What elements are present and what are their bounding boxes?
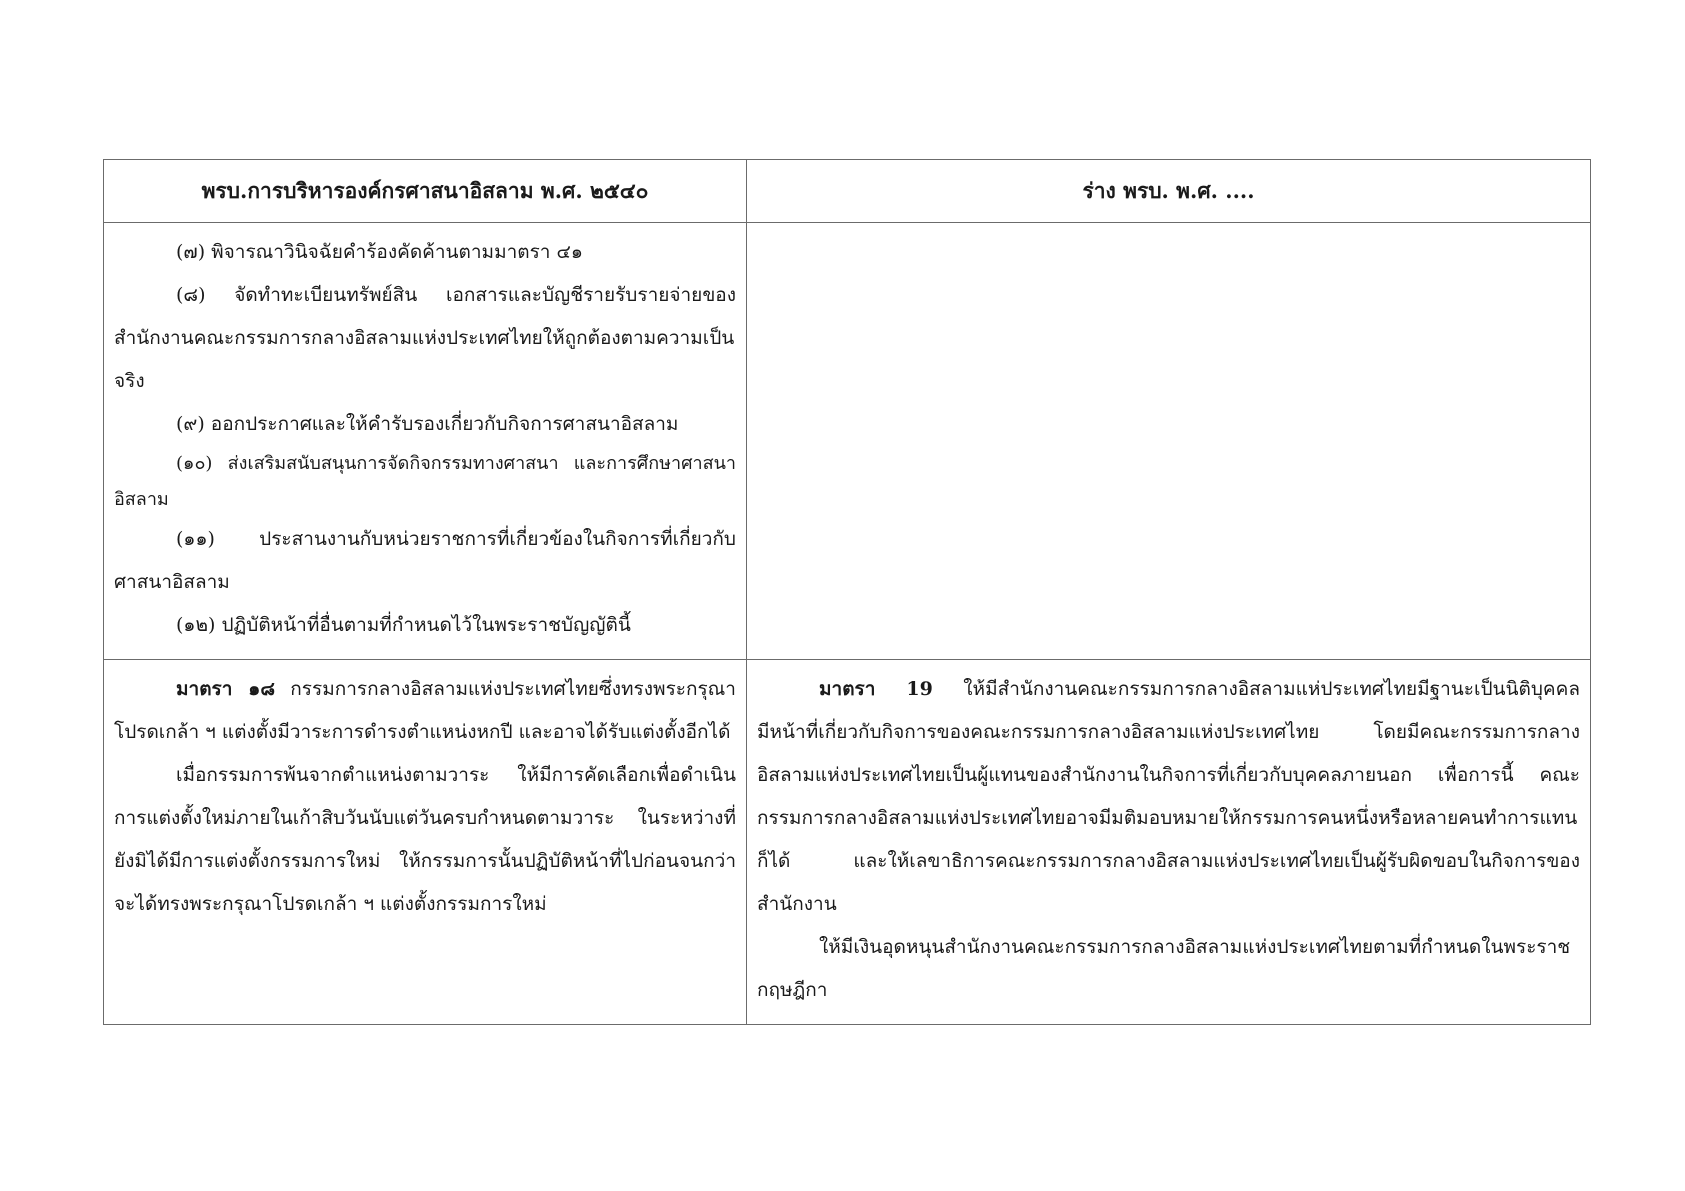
cell-current-act-duties xyxy=(104,223,747,660)
duty-item-9: (๙) ออกประกาศและให้คำรับรองเกี่ยวกับกิจการศาสนาอิสลาม xyxy=(176,413,679,435)
table-header-row xyxy=(104,160,1591,223)
section-18-text: กรรมการกลางอิสลามแห่งประเทศไทยซึ่งทรงพระกรุณาโปรดเกล้า ฯ แต่งตั้งมีวาระการดำรงตำแหน่งหกปี และอาจได้รับแต่งตั้งอีกได้ xyxy=(114,678,736,743)
document-page xyxy=(103,159,1590,1025)
duty-item-7: (๗) พิจารณาวินิจฉัยคำร้องคัดค้านตามมาตรา ๔๑ xyxy=(176,241,583,263)
duty-item-8: (๘) จัดทำทะเบียนทรัพย์สิน เอกสารและบัญชีรายรับรายจ่ายของสำนักงานคณะกรรมการกลางอิสลามแห่งประเทศไทยให้ถูกต้องตามความเป็นจริง xyxy=(114,284,736,392)
table-row xyxy=(104,223,1591,660)
comparison-table xyxy=(103,159,1591,1025)
cell-draft-act-section-19 xyxy=(747,660,1591,1025)
header-draft-act: ร่าง พรบ. พ.ศ. .... xyxy=(747,160,1591,223)
cell-draft-act-empty xyxy=(747,223,1591,660)
section-19-paragraph-2: ให้มีเงินอุดหนุนสำนักงานคณะกรรมการกลางอิสลามแห่งประเทศไทยตามที่กำหนดในพระราชกฤษฎีกา xyxy=(757,936,1571,1001)
duty-item-10: (๑๐) ส่งเสริมสนับสนุนการจัดกิจกรรมทางศาสนา และการศึกษาศาสนาอิสลาม xyxy=(114,453,736,510)
header-current-act: พรบ.การบริหารองค์กรศาสนาอิสลาม พ.ศ. ๒๕๔๐ xyxy=(104,160,747,223)
section-19-paragraph-1 xyxy=(757,668,1580,926)
section-19-text: ให้มีสำนักงานคณะกรรมการกลางอิสลามแห่ประเทศไทยมีฐานะเป็นนิติบุคคล มีหน้าที่เกี่ยวกับกิจการของคณะกรรมการกลางอิสลามแห่งประเทศไทย โดยมีคณะกรรมการกลางอิสลามแห่งประเทศไทยเป็นผู้แทนของสำนักงานในกิจการที่เกี่ยวกับบุคคลภายนอก เพื่อการนี้ คณะกรรมการกลางอิสลามแห่งประเทศไทยอาจมีมติมอบหมายให้กรรมการคนหนึ่งหรือหลายคนทำการแทนก็ได้ และให้เลขาธิการคณะกรรมการกลางอิสลามแห่งประเทศไทยเป็นผู้รับผิดขอบในกิจการของสำนักงาน xyxy=(757,678,1580,915)
section-18-label: มาตรา ๑๘ xyxy=(176,678,275,700)
section-18-paragraph-2: เมื่อกรรมการพ้นจากตำแหน่งตามวาระ ให้มีการคัดเลือกเพื่อดำเนินการแต่งตั้งใหม่ภายในเก้าสิบวันนับแต่วันครบกำหนดตามวาระ ในระหว่างที่ยังมิได้มีการแต่งตั้งกรรมการใหม่ ให้กรรมการนั้นปฏิบัติหน้าที่ไปก่อนจนกว่าจะได้ทรงพระกรุณาโปรดเกล้า ฯ แต่งตั้งกรรมการใหม่ xyxy=(114,764,736,915)
section-19-label: มาตรา 19 xyxy=(819,678,933,700)
duty-item-12: (๑๒) ปฏิบัติหน้าที่อื่นตามที่กำหนดไว้ในพระราชบัญญัตินี้ xyxy=(176,614,631,636)
cell-current-act-section-18 xyxy=(104,660,747,1025)
section-18-paragraph-1 xyxy=(114,668,736,754)
table-row xyxy=(104,660,1591,1025)
duty-item-11: (๑๑) ประสานงานกับหน่วยราชการที่เกี่ยวข้องในกิจการที่เกี่ยวกับศาสนาอิสลาม xyxy=(114,528,736,593)
